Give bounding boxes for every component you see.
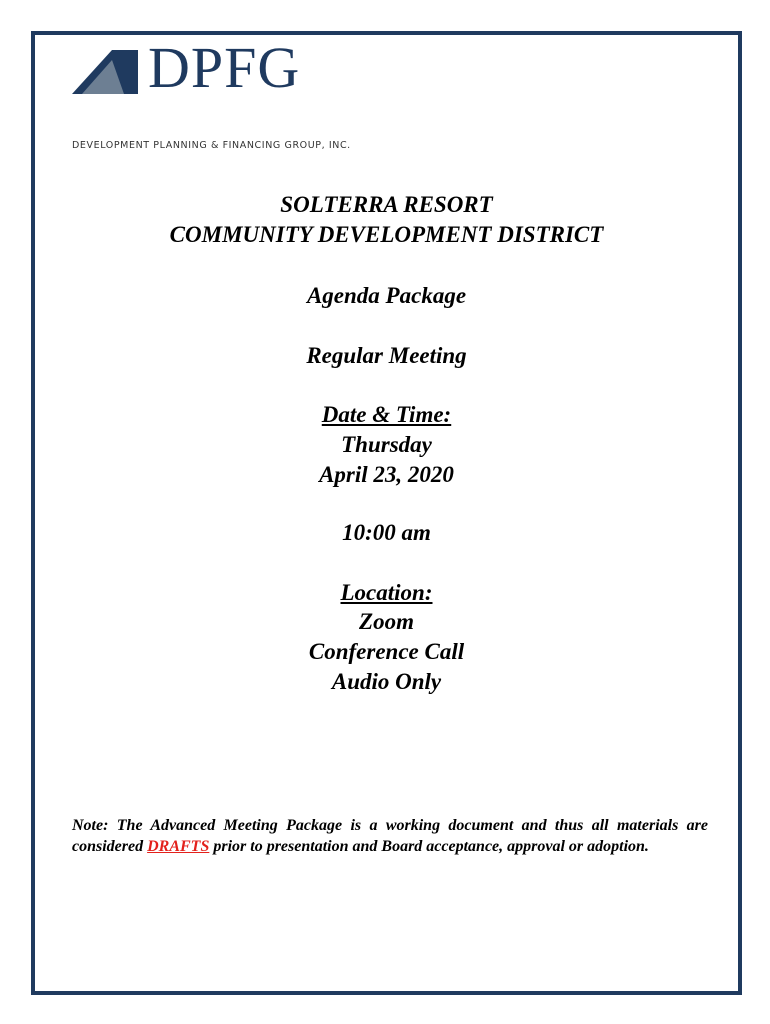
logo-triangle-icon [72,50,138,94]
note-text-after: prior to presentation and Board acceptance, approval or adoption. [209,838,649,855]
drafts-emphasis: DRAFTS [147,838,210,855]
date-time-heading: Date & Time: [321,402,452,427]
location-heading: Location: [340,580,433,605]
package-label: Agenda Package [306,283,467,308]
note-text-before: Note: The Advanced Meeting Package is a working document and thus all materials are considered [72,817,708,855]
drafts-note [72,815,708,857]
meeting-time: 10:00 am [342,520,431,545]
logo-wordmark: DPFG [148,35,301,100]
location-line-2: Conference Call [308,639,465,664]
district-name-line1: SOLTERRA RESORT [280,192,493,217]
district-name-line2: COMMUNITY DEVELOPMENT DISTRICT [169,222,604,247]
logo-tagline: DEVELOPMENT PLANNING & FINANCING GROUP, INC. [72,140,351,151]
meeting-date: April 23, 2020 [319,462,454,487]
location-line-1: Zoom [359,609,414,634]
meeting-day: Thursday [341,432,432,457]
dpfg-logo [72,35,342,104]
meeting-type: Regular Meeting [306,343,467,368]
location-line-3: Audio Only [331,669,442,694]
